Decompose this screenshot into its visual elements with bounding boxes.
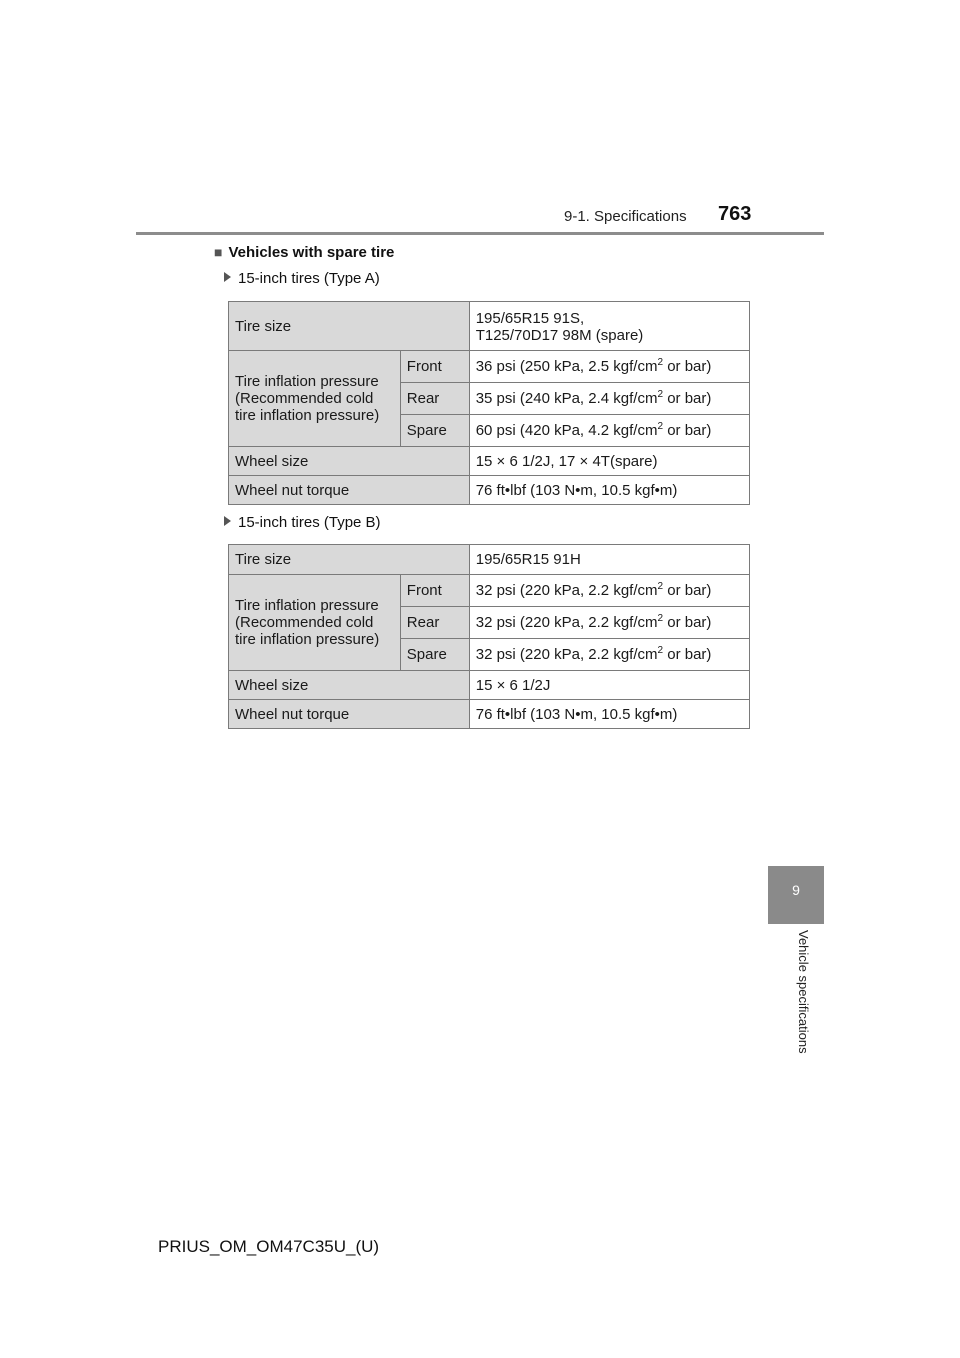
superscript: 2 — [657, 581, 664, 592]
header-divider — [136, 232, 824, 235]
spec-table-type-b — [228, 544, 750, 729]
wheel-size-label: Wheel size — [229, 671, 470, 700]
tire-size-label: Tire size — [229, 302, 470, 351]
nut-torque-label: Wheel nut torque — [229, 700, 470, 729]
position-rear: Rear — [400, 607, 469, 639]
table-row — [229, 545, 750, 575]
pressure-label-line-3: tire inflation pressure) — [235, 407, 380, 424]
pressure-text-end: or bar) — [663, 646, 712, 663]
square-bullet-icon: ■ — [214, 244, 223, 260]
triangle-bullet-icon — [224, 516, 231, 526]
table-row — [229, 351, 750, 383]
pressure-label-line-1: Tire inflation pressure — [235, 597, 379, 614]
wheel-size-label: Wheel size — [229, 447, 470, 476]
pressure-value-front — [469, 351, 749, 383]
pressure-text-end: or bar) — [663, 422, 712, 439]
nut-torque-value: 76 ft•lbf (103 N•m, 10.5 kgf•m) — [469, 700, 749, 729]
pressure-text: 32 psi (220 kPa, 2.2 kgf/cm — [475, 646, 658, 663]
pressure-label — [229, 351, 401, 447]
pressure-value-spare — [469, 415, 749, 447]
pressure-value-rear — [469, 607, 749, 639]
wheel-size-value: 15 × 6 1/2J, 17 × 4T(spare) — [469, 447, 749, 476]
pressure-text-end: or bar) — [663, 614, 712, 631]
chapter-tab — [768, 866, 824, 924]
pressure-value-front — [469, 575, 749, 607]
pressure-text: 36 psi (250 kPa, 2.5 kgf/cm — [475, 358, 658, 375]
superscript: 2 — [657, 389, 664, 400]
pressure-text-end: or bar) — [663, 358, 712, 375]
nut-torque-value: 76 ft•lbf (103 N•m, 10.5 kgf•m) — [469, 476, 749, 505]
table-row — [229, 575, 750, 607]
page-number: 763 — [718, 203, 752, 225]
pressure-label-line-2: (Recommended cold — [235, 390, 374, 407]
pressure-value-spare — [469, 639, 749, 671]
subheading-text: 15-inch tires (Type A) — [238, 270, 380, 287]
table-row — [229, 447, 750, 476]
document-id: PRIUS_OM_OM47C35U_(U) — [158, 1237, 380, 1256]
wheel-size-value: 15 × 6 1/2J — [469, 671, 749, 700]
tire-size-line-2: T125/70D17 98M (spare) — [475, 327, 644, 344]
chapter-number: 9 — [792, 882, 800, 898]
subheading-type-b — [224, 514, 381, 531]
tire-size-value: 195/65R15 91H — [469, 545, 749, 575]
pressure-text: 32 psi (220 kPa, 2.2 kgf/cm — [475, 582, 658, 599]
position-rear: Rear — [400, 383, 469, 415]
pressure-label — [229, 575, 401, 671]
position-front: Front — [400, 351, 469, 383]
pressure-text: 32 psi (220 kPa, 2.2 kgf/cm — [475, 614, 658, 631]
triangle-bullet-icon — [224, 272, 231, 282]
pressure-text-end: or bar) — [663, 582, 712, 599]
table-row — [229, 476, 750, 505]
nut-torque-label: Wheel nut torque — [229, 476, 470, 505]
tire-size-value — [469, 302, 749, 351]
position-front: Front — [400, 575, 469, 607]
heading-text: Vehicles with spare tire — [228, 244, 395, 261]
pressure-label-line-3: tire inflation pressure) — [235, 631, 380, 648]
pressure-label-line-2: (Recommended cold — [235, 614, 374, 631]
subheading-type-a — [224, 270, 380, 287]
tire-size-label: Tire size — [229, 545, 470, 575]
pressure-text: 35 psi (240 kPa, 2.4 kgf/cm — [475, 390, 658, 407]
pressure-value-rear — [469, 383, 749, 415]
pressure-label-line-1: Tire inflation pressure — [235, 373, 379, 390]
table-row — [229, 671, 750, 700]
chapter-label: Vehicle specifications — [796, 930, 811, 1054]
table-row — [229, 700, 750, 729]
superscript: 2 — [657, 421, 664, 432]
section-heading — [214, 244, 394, 261]
spec-table-type-a — [228, 301, 750, 505]
superscript: 2 — [657, 645, 664, 656]
pressure-text: 60 psi (420 kPa, 4.2 kgf/cm — [475, 422, 658, 439]
subheading-text: 15-inch tires (Type B) — [238, 514, 381, 531]
section-title: 9-1. Specifications — [564, 208, 687, 225]
superscript: 2 — [657, 357, 664, 368]
tire-size-line-1: 195/65R15 91S, — [475, 310, 585, 327]
table-row — [229, 302, 750, 351]
position-spare: Spare — [400, 415, 469, 447]
position-spare: Spare — [400, 639, 469, 671]
pressure-text-end: or bar) — [663, 390, 712, 407]
superscript: 2 — [657, 613, 664, 624]
